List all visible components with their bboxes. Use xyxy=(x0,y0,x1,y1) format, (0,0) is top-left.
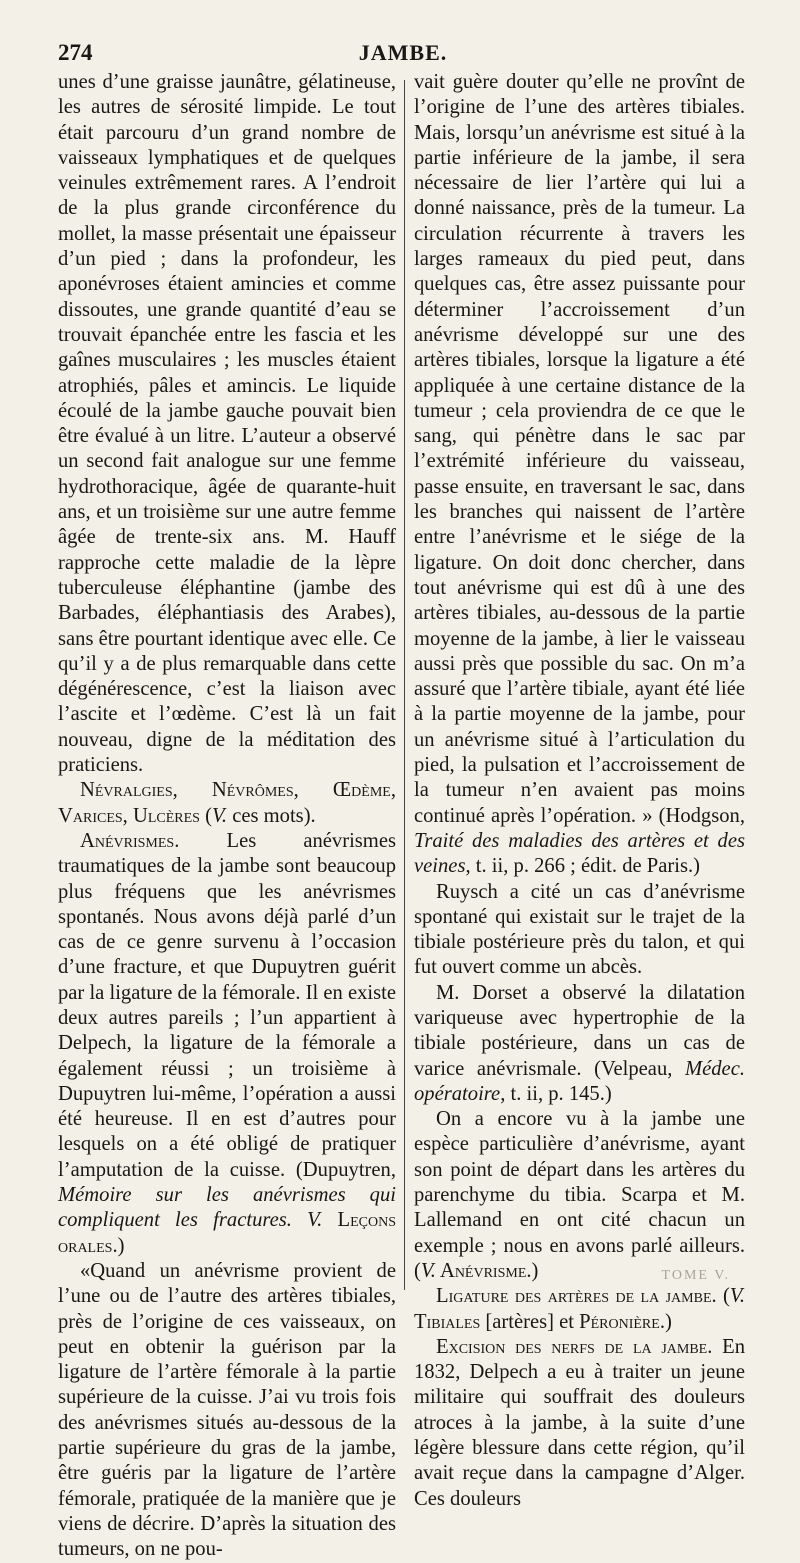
right-paragraph-1 xyxy=(414,70,745,880)
left-paragraph-2-rest: ces mots). xyxy=(227,804,316,827)
column-divider xyxy=(404,80,405,1290)
right-paragraph-6-text: En 1832, Delpech a eu à traiter un jeune militaire qui souffrait des douleurs atroces à la jambe, à la suite d’une légère blessure dans cette région, qu’il avait reçue dans la campagne d’Alger. Ces douleurs xyxy=(414,1335,745,1510)
right-paragraph-4-smallcaps: Anévrisme. xyxy=(435,1259,532,1282)
left-paragraph-3 xyxy=(58,829,396,1259)
section-title-ligature: Ligature des artères de la jambe. xyxy=(436,1285,717,1308)
right-paragraph-3-text: M. Dorset a observé la dilatation variqueuse avec hypertrophie de la tibiale postérieure, dans un cas de varice anévrismale. (Velpeau, xyxy=(414,981,745,1080)
left-paragraph-3-text: Les anévrismes traumatiques de la jambe sont beaucoup plus fréquens que les anévrismes spontanés. Nous avons déjà parlé d’un cas de ce genre survenu à l’occasion d’une fracture, et que Dupuytren guérit par la ligature de la fémorale. Il en existe deux autres pareils ; l’un appartient à Delpech, la ligature de la fémorale a également réussi ; un troisième à Dupuytren lui-même, l’opération a aussi été heureuse. Il en est d’autres pour lesquels on a été obligé de pratiquer l’amputation de la cuisse. (Dupuytren, xyxy=(58,829,396,1181)
right-paragraph-5-sc2: Péronière. xyxy=(579,1310,665,1333)
right-paragraph-6 xyxy=(414,1335,745,1512)
right-paragraph-5-mid: [artères] et xyxy=(480,1310,580,1333)
ref-v-2: V. xyxy=(420,1259,436,1282)
right-paragraph-1-end: , t. ii, p. 266 ; édit. de Paris.) xyxy=(465,855,700,878)
section-title-excision: Excision des nerfs de la jambe. xyxy=(436,1335,713,1358)
ref-v-3: V. xyxy=(729,1285,745,1308)
right-paragraph-4-end: ) xyxy=(531,1259,539,1282)
right-paragraph-5-end: ) xyxy=(664,1310,672,1333)
right-paragraph-4 xyxy=(414,1107,745,1284)
left-paragraph-3-end: ) xyxy=(117,1234,125,1257)
page-number: 274 xyxy=(58,40,93,65)
left-paragraph-1: unes d’une graisse jaunâtre, gélatineuse, les autres de sérosité limpide. Le tout était parcouru d’un grand nombre de vaisseaux lymphatiques et de quelques veinules extrêmement rares. A l’endroit de la plus grande circonférence du mollet, la masse présentait une épaisseur d’un pied ; dans la profondeur, les aponévroses étaient amincies et comme dissoutes, une grande quantité d’eau se trouvait épanchée entre les fascia et les gaînes musculaires ; les muscles étaient atrophiés, pâles et amincis. Le liquide écoulé de la jambe gauche pouvait bien être évalué à un litre. L’auteur a observé un second fait analogue sur une femme hydrothoracique, âgée de quarante-huit ans, et un troisième sur une autre femme âgée de trente-six ans. M. Hauff rapproche cette maladie de la lèpre tuberculeuse éléphantine (jambe des Barbades, éléphantiasis des Arabes), sans être pourtant identique avec elle. Ce qu’il y a de plus remarquable dans cette dégénérescence, c’est la liaison avec l’ascite et l’œdème. C’est là un fait nouveau, digne de la méditation des praticiens. xyxy=(58,71,396,777)
left-column xyxy=(58,70,396,1561)
running-title: JAMBE. xyxy=(358,40,448,65)
left-paragraph-3-smallcaps: Leçons orales. xyxy=(58,1209,396,1257)
right-paragraph-1-italic: Traité des maladies des artères et des veines xyxy=(414,829,745,878)
right-paragraph-5 xyxy=(414,1284,745,1335)
footer-volume-mark: TOME V. xyxy=(661,1268,730,1283)
right-paragraph-4-text: On a encore vu à la jambe une espèce particulière d’anévrisme, ayant son point de départ dans les artères du parenchyme du tibia. Scarpa et M. Lallemand en ont cité chacun un exemple ; nous en avons parlé ailleurs. ( xyxy=(414,1108,745,1282)
left-paragraph-2: Névralgies, Névrômes, Œdème, Varices, Ulcères (V. ces mots). xyxy=(58,779,396,827)
right-paragraph-1-text: vait guère douter qu’elle ne provînt de l’origine de l’une des artères tibiales. Mais, lorsqu’un anévrisme est situé à la partie inférieure de la jambe, il sera nécessaire de lier l’artère qui lui a donné naissance, près de la tumeur. La circulation récurrente à travers les larges rameaux du pied peut, dans quelques cas, être assez puissante pour déterminer l’accroissement d’un anévrisme développé sur une des artères tibiales, lorsque la ligature a été appliquée à une certaine distance de la tumeur ; cela proviendra de ce que le sang, qui pénètre dans le sac par l’extrémité inférieure du vaisseau, passe ensuite, en traversant le sac, dans les branches qui naissent de l’artère entre l’anévrisme et le siége de la ligature. On doit donc chercher, dans tout anévrisme qui est dû à une des artères tibiales, au-dessous de la partie moyenne de la jambe, à lier le vaisseau aussi près que possible du sac. On m’a assuré que l’artère tibiale, ayant été liée à la partie moyenne de la jambe, pour un anévrisme situé à l’articulation du pied, la pulsation et l’accroissement de la tumeur n’en avaient pas moins continué après l’opération. » (Hodgson, xyxy=(414,71,745,827)
section-title-nevralgies: Névralgies, Névrômes, Œdème, Varices, Ulcères xyxy=(58,779,396,827)
right-paragraph-5-sc1: Tibiales xyxy=(414,1310,481,1333)
right-paragraph-2: Ruysch a cité un cas d’anévrisme spontané qui existait sur le trajet de la tibiale postérieure près du talon, et qui fut ouvert comme un abcès. xyxy=(414,880,745,979)
right-paragraph-3 xyxy=(414,981,745,1107)
left-paragraph-4: «Quand un anévrisme provient de l’une ou de l’autre des artères tibiales, près de l’origine de ces vaisseaux, on peut en obtenir la guérison par la ligature de l’artère fémorale à la partie supérieure de la cuisse. J’ai vu trois fois des anévrismes situés au-dessous de la partie supérieure du gras de la jambe, être guéris par la ligature de l’artère fémorale, pratiquée de la manière que je viens de décrire. D’après la situation des tumeurs, on ne pou- xyxy=(58,1259,396,1561)
page-header xyxy=(58,40,748,74)
right-paragraph-3-italic: Médec. opératoire xyxy=(414,1057,745,1105)
ref-v: V. xyxy=(211,804,228,827)
left-paragraph-3-italic: Mémoire sur les anévrismes qui compliquent les fractures. V. xyxy=(58,1184,396,1232)
section-title-anevrismes: Anévrismes. xyxy=(80,829,180,852)
right-paragraph-3-end: , t. ii, p. 145.) xyxy=(500,1082,612,1105)
right-paragraph-5-open: ( xyxy=(716,1285,730,1308)
